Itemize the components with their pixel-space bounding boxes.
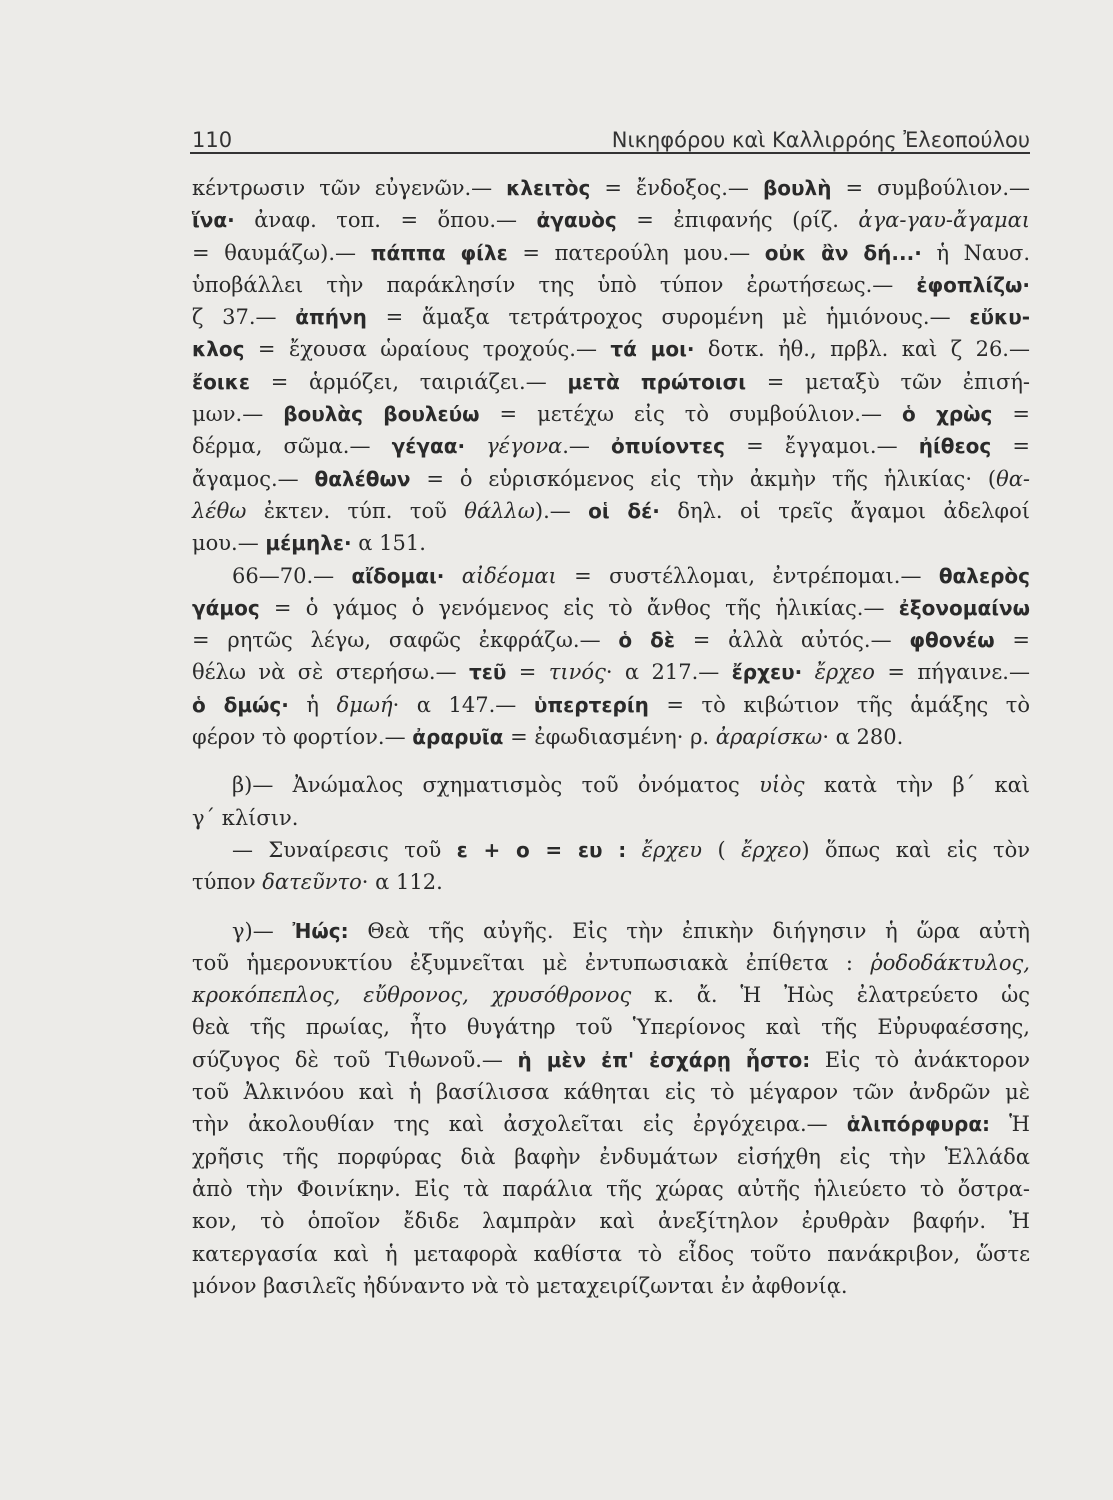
text-line [192,1076,1030,1108]
text-line [192,204,1030,236]
text-run: μου.— [192,531,266,556]
bold-term: ἵνα· [192,208,235,233]
bold-term: ἁλιπόρφυρα: [846,1112,991,1137]
bold-term: μετὰ πρώτοισι [567,369,747,394]
text-run: δοτκ. ἠθ., πρβλ. καὶ ζ 26.— [694,337,1030,362]
bold-term: οἱ δέ· [588,498,660,523]
text-line [192,721,1030,753]
text-run: ἀπὸ τὴν Φοινίκην. Εἰς τὰ παράλια τῆς χώρας αὐτῆς ἡλιεύετο τὸ ὄστρα- [192,1176,1030,1201]
text-run: Ἡ [990,1112,1031,1137]
italic-term: θα- [996,466,1030,491]
text-run: · α 280. [822,725,904,750]
text-run: κον, τὸ ὁποῖον ἔδιδε λαμπρὰν καὶ ἀνεξίτηλον ἐρυθρὰν βαφήν. Ἡ [192,1209,1030,1234]
text-run: = ἀλλὰ αὐτός.— [675,628,910,653]
text-run: κατεργασία καὶ ἡ μεταφορὰ καθίστα τὸ εἶδος τοῦτο πανάκριβον, ὥστε [192,1241,1030,1266]
text-run: .— [562,434,611,459]
text-run: = [992,402,1030,427]
text-line [192,301,1030,333]
text-run: θεὰ τῆς πρωίας, ἦτο θυγάτηρ τοῦ Ὑπερίονος καὶ τῆς Εὐρυφαέσσης, [192,1015,1030,1040]
bold-term: ἔρχευ· [731,660,803,685]
bold-term: γέγαα· [391,434,466,459]
text-run: κέντρωσιν τῶν εὐγενῶν.— [192,176,507,200]
text-run [802,660,814,684]
text-line [192,463,1030,495]
text-run: δέρμα, σῶμα.— [192,434,392,459]
text-run: χρῆσις τῆς πορφύρας διὰ βαφὴν ἐνδυμάτων εἰσήχθη εἰς τὴν Ἑλλάδα [192,1144,1030,1169]
bold-term: αἴδομαι· [351,563,445,588]
text-run: = ἅμαξα τετράτροχος συρομένη μὲ ἡμιόνους.— [366,305,970,330]
page-header [192,112,1030,152]
bold-term: πάππα φίλε [370,240,508,265]
text-line [192,866,1030,898]
italic-term: δατεῦντο [262,870,362,895]
text-run [626,838,641,862]
text-run: θέλω νὰ σὲ στερήσω.— [192,660,469,685]
text-line [192,1044,1030,1076]
text-line [192,1108,1030,1140]
text-line [192,802,1030,834]
bold-term: βουλὰς βουλεύω [283,402,480,427]
italic-term: τινός [548,660,606,685]
bold-term: ὁ δὲ [618,628,676,653]
text-run: ) ὅπως καὶ εἰς τὸν [801,837,1031,862]
text-line [192,915,1030,947]
italic-term: ἔρχευ [641,837,703,862]
bold-term: ἠίθεος [918,434,992,459]
text-run: β)— Ἀνώμαλος σχηματισμὸς τοῦ ὀνόματος [232,773,760,798]
text-line [192,769,1030,801]
text-run: = συστέλλομαι, ἐντρέπομαι.— [556,563,939,588]
text-line [192,527,1030,559]
bold-term: κλειτὸς [506,176,591,200]
text-line [192,834,1030,866]
text-run: 66—70.— [232,563,352,588]
text-run: γ΄ κλίσιν. [192,805,299,830]
text-run: = πατερούλη μου.— [507,240,765,265]
italic-term: λέθω [192,498,247,523]
text-run: ἄγαμος.— [192,466,315,491]
bold-term: θαλέθων [314,466,411,491]
bold-term: ἡ μὲν ἐπ' ἐσχάρῃ ἧστο: [517,1047,811,1072]
bold-term: γάμος [192,595,260,620]
text-run: μων.— [192,402,284,427]
text-line [192,979,1030,1011]
text-line [192,560,1030,592]
text-run: = [506,660,549,685]
paragraph-gap [192,899,1030,915]
header-rule [190,152,1030,154]
text-line [192,1238,1030,1270]
bold-term: ἀραρυῖα [412,725,504,750]
italic-term: υἱὸς [759,773,805,798]
text-run: = [991,434,1030,459]
text-run: κατὰ τὴν β΄ καὶ [804,773,1030,798]
text-line [192,689,1030,721]
text-run: μόνον βασιλεῖς ἠδύναντο νὰ τὸ μεταχειρίζωνται ἐν ἀφθονίᾳ. [192,1273,848,1298]
bold-term: φθονέω [909,628,995,653]
text-run: Θεὰ τῆς αὐγῆς. Εἰς τὴν ἐπικὴν διήγησιν ἡ ὥρα αὐτὴ [348,918,1030,943]
text-line [192,947,1030,979]
text-run: κ. ἄ. Ἡ Ἠὼς ἐλατρεύετο ὡς [631,983,1030,1008]
text-run: = συμβούλιον.— [831,176,1031,200]
bold-term: κλος [192,337,245,362]
text-line [192,237,1030,269]
text-run: = ἔγγαμοι.— [724,434,919,459]
paragraph-gap [192,753,1030,769]
text-run: ὑποβάλλει τὴν παράκλησίν της ὑπὸ τύπον ἐρωτήσεως.— [192,272,917,297]
bold-term: τεῦ [469,660,507,685]
bold-term: ὁ χρὼς [901,402,993,427]
bold-term: ἐφοπλίζω· [916,272,1030,297]
text-run: = ὁ εὑρισκόμενος εἰς τὴν ἀκμὴν τῆς ἡλικίας· ( [410,466,997,491]
text-line [192,366,1030,398]
text-run: = ἁρμόζει, ταιριάζει.— [250,369,568,394]
text-run: = ὁ γάμος ὁ γενόμενος εἰς τὸ ἄνθος τῆς ἡλικίας.— [259,595,899,620]
text-line [192,430,1030,462]
text-run [444,564,461,588]
text-run: = τὸ κιβώτιον τῆς ἁμάξης τὸ [648,692,1031,717]
text-line [192,1205,1030,1237]
text-run: = μεταξὺ τῶν ἐπισή- [746,369,1031,394]
italic-term: ἔρχεο [741,837,802,862]
text-run: = ἐφωδιασμένη· ρ. [503,725,716,750]
text-run: = πήγαινε.— [874,660,1030,685]
text-run: = μετέχω εἰς τὸ συμβούλιον.— [479,402,902,427]
italic-term: ἀγα-γαυ-ἄγαμαι [858,208,1030,233]
text-line [192,333,1030,365]
text-run: α 151. [351,531,426,556]
text-run: = ἐπιφανής (ρίζ. [616,208,859,233]
bold-term: Ἠώς: [292,918,349,943]
text-line [192,1011,1030,1043]
italic-term: γέγονα [486,434,563,459]
text-run: Εἰς τὸ ἀνάκτορον [810,1047,1031,1072]
italic-term: αἰδέομαι [461,563,557,588]
page-body-text [192,172,1030,1302]
bold-term: ἀπήνη [295,305,367,330]
text-run: δηλ. οἱ τρεῖς ἄγαμοι ἀδελφοί [659,498,1031,523]
text-line [192,172,1030,204]
text-run: = θαυμάζω).— [192,240,371,265]
text-line [192,624,1030,656]
text-run: ἐκτεν. τύπ. τοῦ [246,498,465,523]
text-run: · α 217.— [605,660,732,685]
italic-term: ῥοδοδάκτυλος, [870,950,1030,975]
text-run: ( [702,837,742,862]
text-run: ἡ [288,692,337,717]
text-line [192,269,1030,301]
italic-term: κροκόπεπλος, εὔθρονος, χρυσόθρονος [192,983,632,1008]
text-run: φέρον τὸ φορτίον.— [192,725,413,750]
text-run: τύπον [192,870,263,895]
italic-term: θάλλω [464,498,535,523]
text-line [192,495,1030,527]
text-line [192,1270,1030,1302]
bold-term: μέμηλε· [265,531,352,556]
bold-term: ὑπερτερίη [533,692,649,717]
bold-term: τά μοι· [610,337,695,362]
bold-term: ἀγαυὸς [536,208,617,233]
text-run: · α 112. [361,870,443,895]
bold-term: θαλερὸς [938,563,1030,588]
text-run: ).— [534,498,589,523]
text-line [192,656,1030,688]
text-run: τοῦ ἡμερονυκτίου ἐξυμνεῖται μὲ ἐντυπωσιακὰ ἐπίθετα : [192,950,871,975]
text-run: σύζυγος δὲ τοῦ Τιθωνοῦ.— [192,1047,518,1072]
text-run: τὴν ἀκολουθίαν της καὶ ἀσχολεῖται εἰς ἐργόχειρα.— [192,1112,847,1137]
italic-term: ἔρχεο [814,660,875,685]
text-run: = ἔχουσα ὡραίους τροχούς.— [244,337,611,362]
running-title: Νικηφόρου καὶ Καλλιρρόης Ἐλεοπούλου [611,128,1030,152]
bold-term: βουλὴ [762,176,832,200]
italic-term: ἀραρίσκω [715,725,823,750]
text-line [192,592,1030,624]
text-run: ἡ Ναυσ. [921,240,1030,265]
text-run: ζ 37.— [192,305,296,330]
text-run [465,434,486,458]
text-run: = ἔνδοξος.— [590,176,763,200]
bold-term: ἐξονομαίνω [898,595,1030,620]
text-line [192,1173,1030,1205]
italic-term: δμωή [336,692,393,717]
bold-term: οὐκ ἂν δή...· [764,240,922,265]
text-run: ἀναφ. τοπ. = ὅπου.— [234,208,537,233]
bold-term: εὔκυ- [969,305,1030,330]
bold-term: ἔοικε [192,369,251,394]
text-line [192,1141,1030,1173]
text-run: γ)— [232,918,293,943]
page-number: 110 [192,128,233,152]
text-line [192,398,1030,430]
bold-term: ὀπυίοντες [611,434,725,459]
text-run: = ρητῶς λέγω, σαφῶς ἐκφράζω.— [192,628,619,653]
bold-term: ε + ο = ευ : [456,837,627,862]
text-run: = [994,628,1030,653]
text-run: τοῦ Ἀλκινόου καὶ ἡ βασίλισσα κάθηται εἰς τὸ μέγαρον τῶν ἀνδρῶν μὲ [192,1080,1030,1105]
text-run: · α 147.— [392,692,534,717]
text-run: — Συναίρεσις τοῦ [232,837,457,862]
bold-term: ὁ δμώς· [192,692,289,717]
